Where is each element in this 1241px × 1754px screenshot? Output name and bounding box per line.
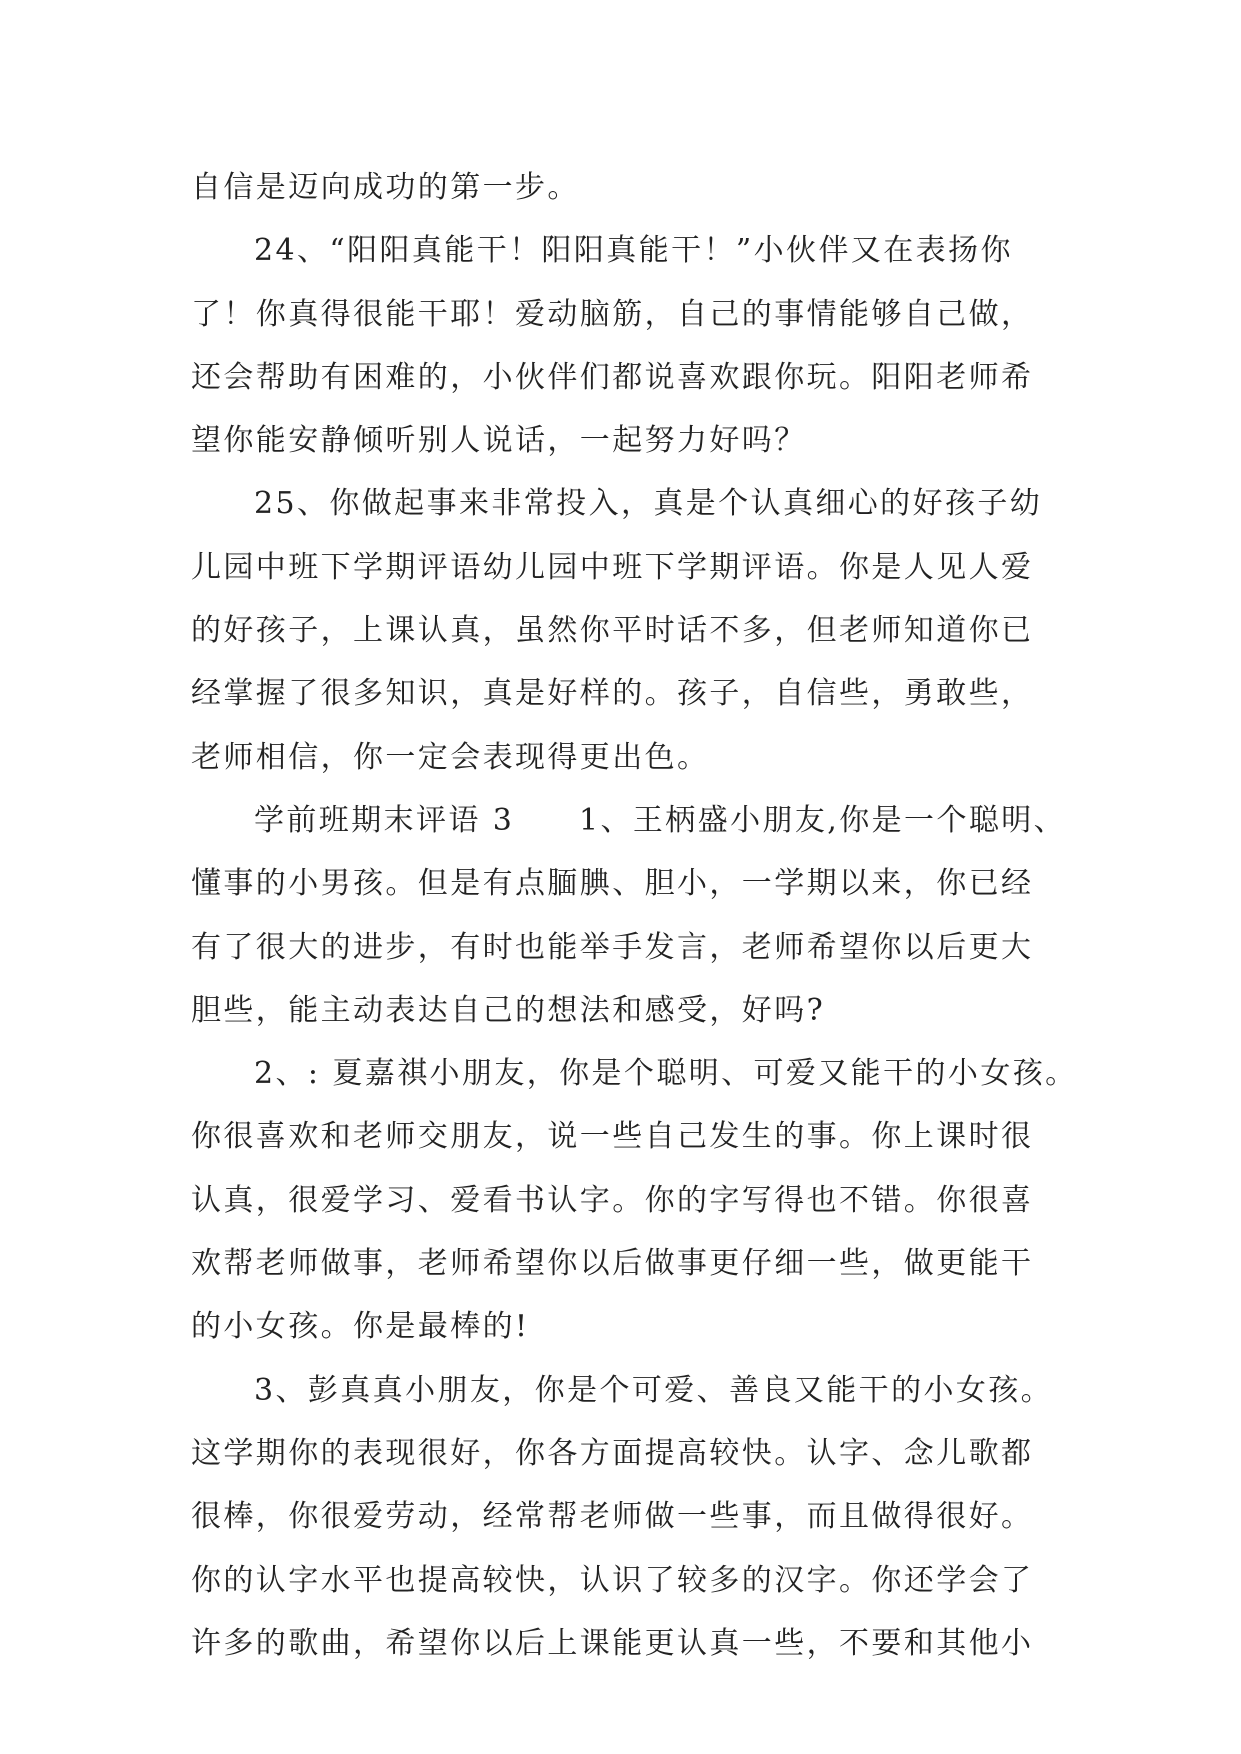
text-line: 还会帮助有困难的，小伙伴们都说喜欢跟你玩。阳阳老师希 (191, 359, 1034, 395)
text-line: 自信是迈向成功的第一步。 (191, 170, 580, 205)
document-body (191, 156, 1078, 1675)
text-line: 学前班期末评语 3 1、王柄盛小朋友,你是一个聪明、 (254, 802, 1067, 838)
text-line: 老师相信，你一定会表现得更出色。 (191, 739, 710, 775)
text-line: 欢帮老师做事，老师希望你以后做事更仔细一些，做更能干 (191, 1246, 1034, 1282)
text-line: 认真，很爱学习、爱看书认字。你的字写得也不错。你很喜 (191, 1182, 1034, 1218)
text-line: 你很喜欢和老师交朋友，说一些自己发生的事。你上课时很 (191, 1119, 1034, 1155)
text-line: 经掌握了很多知识，真是好样的。孩子，自信些，勇敢些， (191, 676, 1034, 712)
text-line: 有了很大的进步，有时也能举手发言，老师希望你以后更大 (191, 929, 1034, 965)
text-line: 懂事的小男孩。但是有点腼腆、胆小，一学期以来，你已经 (191, 866, 1034, 902)
text-line: 很棒，你很爱劳动，经常帮老师做一些事，而且做得很好。 (191, 1499, 1034, 1535)
text-line: 望你能安静倾听别人说话，一起努力好吗？ (191, 423, 807, 459)
text-line: 3、彭真真小朋友，你是个可爱、善良又能干的小女孩。 (254, 1372, 1054, 1408)
text-line: 2、: 夏嘉祺小朋友，你是个聪明、可爱又能干的小女孩。 (254, 1056, 1078, 1092)
text-line: 胆些，能主动表达自己的想法和感受，好吗? (191, 992, 826, 1028)
text-line: 许多的歌曲，希望你以后上课能更认真一些，不要和其他小 (191, 1625, 1034, 1661)
text-line: 的好孩子，上课认真，虽然你平时话不多，但老师知道你已 (191, 613, 1034, 649)
text-line: 了！你真得很能干耶！爱动脑筋，自己的事情能够自己做， (191, 296, 1034, 332)
text-line: 这学期你的表现很好，你各方面提高较快。认字、念儿歌都 (191, 1435, 1034, 1471)
text-line: 你的认字水平也提高较快，认识了较多的汉字。你还学会了 (191, 1562, 1034, 1598)
text-line: 的小女孩。你是最棒的! (191, 1309, 530, 1345)
text-line: 24、“阳阳真能干！阳阳真能干！”小伙伴又在表扬你 (254, 233, 1013, 269)
text-line: 25、你做起事来非常投入，真是个认真细心的好孩子幼 (254, 486, 1043, 522)
text-line: 儿园中班下学期评语幼儿园中班下学期评语。你是人见人爱 (191, 549, 1034, 585)
